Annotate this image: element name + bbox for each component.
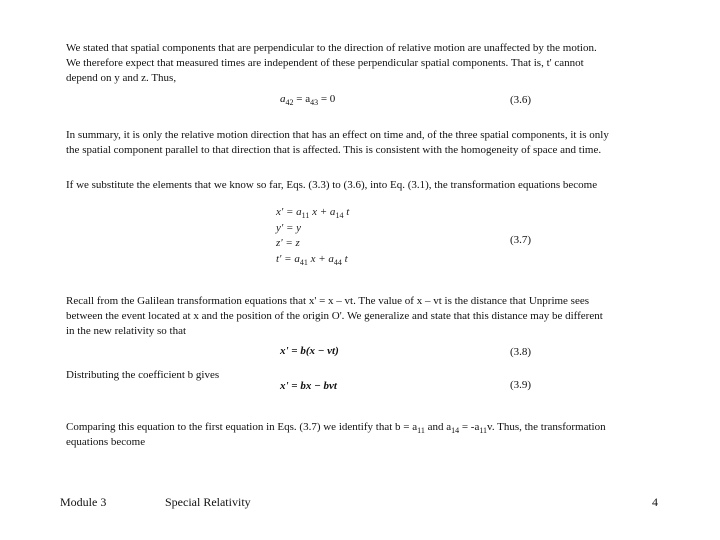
paragraph-summary (66, 128, 666, 158)
footer-module: Module 3 (60, 495, 107, 509)
equation-line: $t' = a_{41}$ $x + a_{44}$ t (276, 252, 348, 267)
equation-line: y' = y (276, 221, 302, 234)
text-line: Distributing the coefficient b gives (66, 369, 220, 381)
text-line: Recall from the Galilean transformation equations that x' = x – vt. The value of x – vt is the distance that Unprime sees (66, 295, 590, 307)
footer-title: Special Relativity (165, 495, 251, 509)
text-line: in the new relativity so that (66, 325, 187, 337)
equation-3-9: x' = bx − bvt (280, 380, 337, 392)
paragraph-substitute (66, 178, 666, 193)
paragraph-comparing (66, 420, 666, 450)
paragraph-spatial-components (66, 41, 666, 86)
text-line: In summary, it is only the relative motion direction that has an effect on time and, of the three spatial components, it is only (66, 129, 609, 141)
text-line: between the event located at x and the position of the origin O'. We generalize and state that this distance may be different (66, 310, 603, 322)
text-line: depend on y and z. Thus, (66, 72, 177, 84)
equation-3-6: $a_{42} = a_{43} = 0$ (280, 93, 336, 107)
equation-label-3-8: (3.8) (510, 346, 532, 358)
equation-label-3-9: (3.9) (510, 379, 532, 391)
equation-line: $x' = a_{11}$ $x + a_{14}$ t (276, 206, 350, 220)
text-line: If we substitute the elements that we know so far, Eqs. (3.3) to (3.6), into Eq. (3.1), the transformation equations become (66, 179, 598, 191)
equation-label-3-7: (3.7) (510, 234, 532, 246)
page-number: 4 (652, 495, 658, 509)
equation-label-3-6: (3.6) (510, 94, 532, 106)
text-line: Comparing this equation to the first equation in Eqs. (3.7) we identify that $b = a_{11}$ and $a_{14} = -a_{11}v$. Thus, the transformation (66, 421, 606, 435)
paragraph-galilean (66, 294, 666, 339)
text-line: the spatial component parallel to that direction that is affected. This is consistent with the homogeneity of space and time. (66, 144, 602, 156)
text-line: We stated that spatial components that are perpendicular to the direction of relative motion are unaffected by the motion. (66, 42, 597, 54)
text-line: We therefore expect that measured times are independent of these perpendicular spatial components. That is, t' cannot (66, 57, 584, 69)
equation-3-8: x' = b(x − vt) (280, 345, 339, 357)
text-line: equations become (66, 436, 146, 448)
equation-block-3-7 (276, 205, 349, 267)
paragraph-distributing (66, 368, 666, 383)
equation-line: z' = z (276, 237, 300, 249)
